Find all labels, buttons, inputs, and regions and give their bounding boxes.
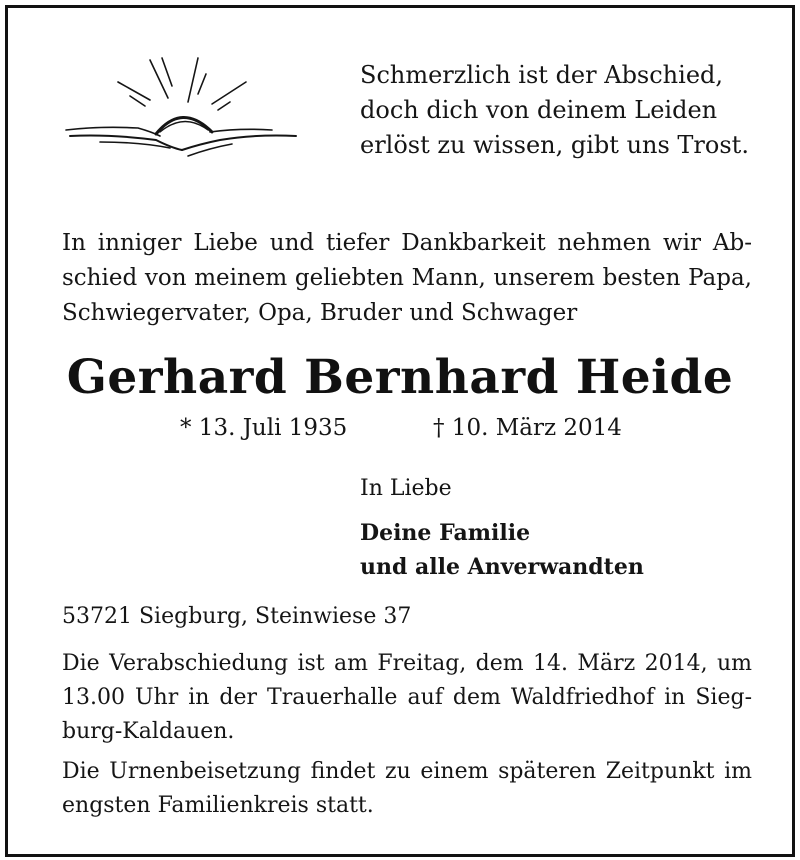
death-date: † 10. März 2014: [433, 415, 622, 441]
birth-date: * 13. Juli 1935: [180, 415, 348, 441]
farewell-line: burg-Kaldauen.: [62, 719, 235, 744]
motto-verse: [360, 58, 780, 163]
address: 53721 Siegburg, Steinwiese 37: [62, 604, 412, 629]
motto-line: erlöst zu wissen, gibt uns Trost.: [360, 131, 749, 159]
burial-line: engsten Familienkreis statt.: [62, 793, 374, 818]
obituary-frame: [5, 5, 795, 857]
family-line: Deine Familie: [360, 520, 531, 546]
intro-line: In inniger Liebe und tiefer Dankbarkeit nehmen wir Ab-: [62, 230, 752, 256]
motto-line: doch dich von deinem Leiden: [360, 96, 718, 124]
motto-line: Schmerzlich ist der Abschied,: [360, 61, 724, 89]
farewell-line: 13.00 Uhr in der Trauerhalle auf dem Waldfriedhof in Sieg-: [62, 685, 752, 710]
rising-sun-icon: [60, 52, 300, 162]
farewell-line: Die Verabschiedung ist am Freitag, dem 14. März 2014, um: [62, 651, 752, 676]
burial-paragraph: [62, 755, 752, 823]
signoff-greeting: In Liebe: [360, 476, 452, 501]
farewell-paragraph: [62, 647, 752, 749]
family-signature: [360, 516, 644, 584]
family-line: und alle Anverwandten: [360, 554, 644, 580]
deceased-name: Gerhard Bernhard Heide: [66, 350, 734, 405]
burial-line: Die Urnenbeisetzung findet zu einem späteren Zeitpunkt im: [62, 759, 752, 784]
intro-line: Schwiegervater, Opa, Bruder und Schwager: [62, 300, 578, 326]
intro-paragraph: [62, 226, 752, 331]
intro-line: schied von meinem geliebten Mann, unserem besten Papa,: [62, 265, 752, 291]
